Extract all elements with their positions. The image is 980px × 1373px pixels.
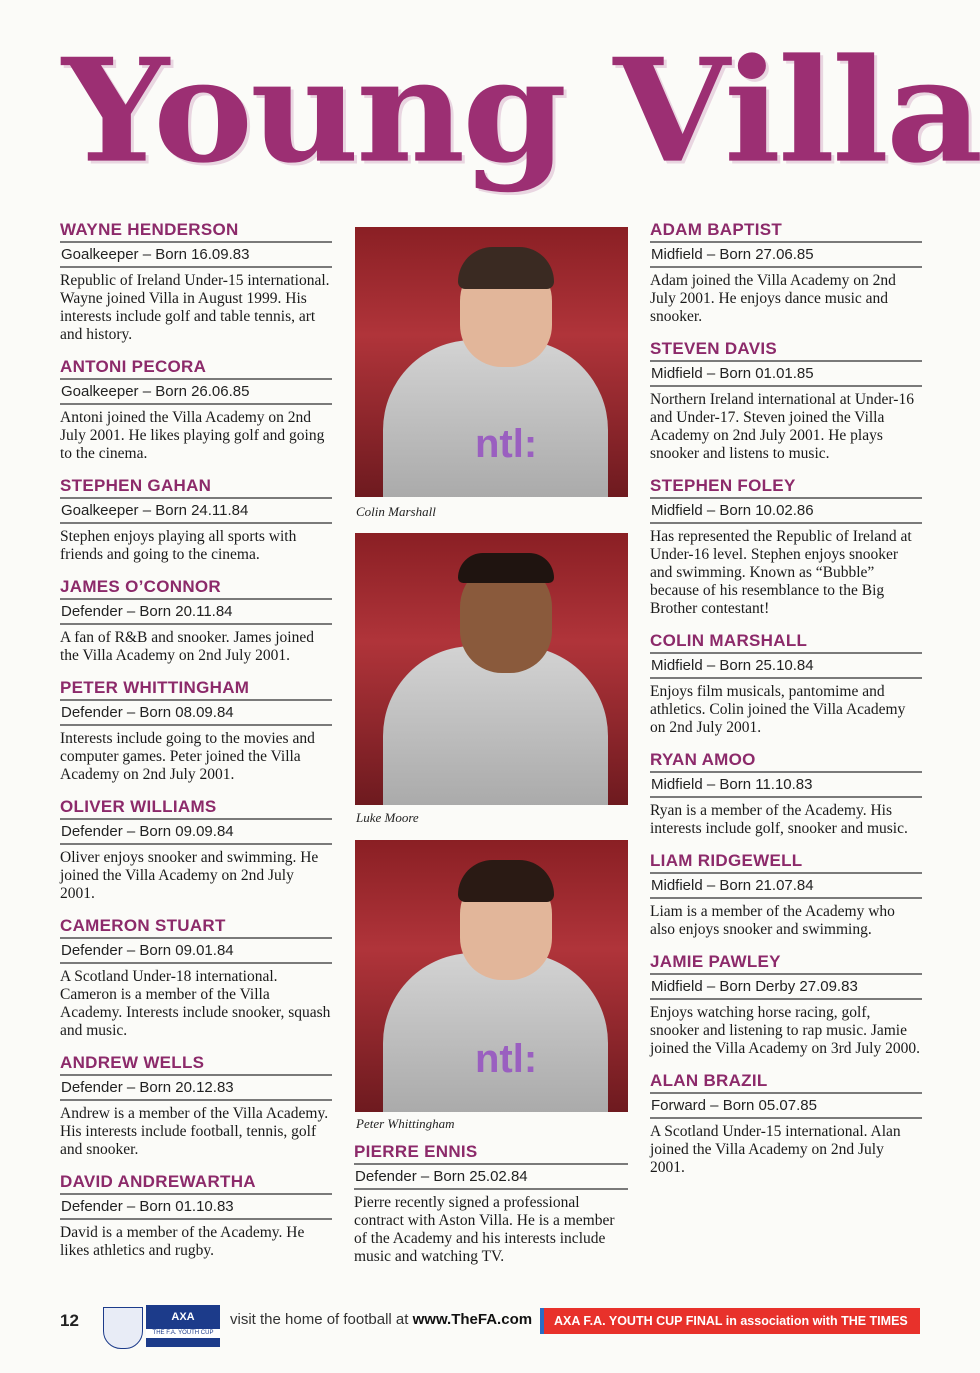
cup-final-banner: AXA F.A. YOUTH CUP FINAL in association with THE TIMES [540, 1308, 920, 1334]
player-name: STEPHEN GAHAN [60, 476, 332, 499]
player-entry [60, 1172, 332, 1260]
player-position: Midfield – Born 10.02.86 [650, 499, 922, 524]
player-entry [60, 357, 332, 463]
player-position: Defender – Born 01.10.83 [60, 1195, 332, 1220]
player-bio: A fan of R&B and snooker. James joined the Villa Academy on 2nd July 2001. [60, 629, 314, 664]
player-bio: Interests include going to the movies and computer games. Peter joined the Villa Academy on 2nd July 2001. [60, 730, 315, 783]
page-footer [0, 1305, 980, 1345]
player-entry [650, 851, 922, 939]
player-entry [60, 678, 332, 784]
player-bio: Pierre recently signed a professional contract with Aston Villa. He is a member of the Academy and his interests include music and watching TV. [354, 1194, 615, 1265]
left-column [60, 220, 332, 1273]
player-position: Goalkeeper – Born 16.09.83 [60, 243, 332, 268]
visit-text: visit the home of football at [230, 1311, 413, 1328]
player-position: Defender – Born 20.12.83 [60, 1076, 332, 1101]
axa-sponsor-logo [146, 1305, 220, 1347]
player-position: Midfield – Born 01.01.85 [650, 362, 922, 387]
player-bio: Stephen enjoys playing all sports with friends and going to the cinema. [60, 528, 297, 563]
photo-caption: Luke Moore [356, 810, 419, 825]
player-bio: Has represented the Republic of Ireland at Under-16 level. Stephen enjoys snooker and swimming. Known as “Bubble” because of his resemblance to the Big Brother contestant! [650, 528, 912, 617]
player-entry [60, 797, 332, 903]
player-position: Defender – Born 25.02.84 [354, 1165, 628, 1190]
player-bio: Ryan is a member of the Academy. His interests include golf, snooker and music. [650, 802, 908, 837]
player-bio: A Scotland Under-18 international. Cameron is a member of the Villa Academy. Interests include snooker, squash and music. [60, 968, 331, 1039]
player-bio: A Scotland Under-15 international. Alan joined the Villa Academy on 2nd July 2001. [650, 1123, 901, 1176]
player-name: RYAN AMOO [650, 750, 922, 773]
player-name: JAMIE PAWLEY [650, 952, 922, 975]
fa-crest-icon [103, 1307, 143, 1349]
player-entry [60, 476, 332, 564]
photo-caption: Colin Marshall [356, 504, 436, 519]
player-entry [650, 1071, 922, 1177]
player-photo [355, 840, 628, 1112]
player-name: STEVEN DAVIS [650, 339, 922, 362]
player-entry [650, 750, 922, 838]
player-position: Defender – Born 09.09.84 [60, 820, 332, 845]
player-photo [355, 533, 628, 805]
player-name: DAVID ANDREWARTHA [60, 1172, 332, 1195]
player-position: Midfield – Born 25.10.84 [650, 654, 922, 679]
player-bio: Republic of Ireland Under-15 international. Wayne joined Villa in August 1999. His interests include golf and table tennis, art and history. [60, 272, 330, 343]
sponsor-logo-mark: ntl: [475, 1037, 538, 1081]
player-entry [60, 916, 332, 1040]
player-name: ANDREW WELLS [60, 1053, 332, 1076]
photo-caption: Peter Whittingham [356, 1116, 455, 1131]
player-entry [650, 631, 922, 737]
player-position: Midfield – Born 21.07.84 [650, 874, 922, 899]
player-entry [60, 577, 332, 665]
website-link[interactable]: www.TheFA.com [412, 1311, 533, 1328]
player-entry [650, 339, 922, 463]
player-position: Midfield – Born 11.10.83 [650, 773, 922, 798]
player-name: ALAN BRAZIL [650, 1071, 922, 1094]
player-bio: Enjoys watching horse racing, golf, snooker and listening to rap music. Jamie joined the Villa Academy on 3rd July 2000. [650, 1004, 920, 1057]
player-name: JAMES O’CONNOR [60, 577, 332, 600]
player-bio: Antoni joined the Villa Academy on 2nd July 2001. He likes playing golf and going to the cinema. [60, 409, 325, 462]
player-bio: Oliver enjoys snooker and swimming. He joined the Villa Academy on 2nd July 2001. [60, 849, 319, 902]
player-name: STEPHEN FOLEY [650, 476, 922, 499]
player-position: Goalkeeper – Born 26.06.85 [60, 380, 332, 405]
player-bio: Andrew is a member of the Villa Academy. His interests include football, tennis, golf and snooker. [60, 1105, 329, 1158]
visit-line [230, 1311, 532, 1328]
player-name: ANTONI PECORA [60, 357, 332, 380]
sponsor-logo-mark: ntl: [475, 422, 538, 466]
player-name: ADAM BAPTIST [650, 220, 922, 243]
player-entry [354, 1142, 628, 1266]
player-position: Defender – Born 09.01.84 [60, 939, 332, 964]
youth-cup-label: THE F.A. YOUTH CUP [146, 1329, 220, 1338]
player-bio: Enjoys film musicals, pantomime and athletics. Colin joined the Villa Academy on 2nd July 2001. [650, 683, 906, 736]
player-position: Forward – Born 05.07.85 [650, 1094, 922, 1119]
player-hair-shape [458, 860, 554, 902]
player-position: Defender – Born 08.09.84 [60, 701, 332, 726]
player-entry [650, 476, 922, 618]
middle-column-entry [354, 1142, 628, 1279]
player-bio: Northern Ireland international at Under-16 and Under-17. Steven joined the Villa Academy on 2nd July 2001. He plays snooker and listens to music. [650, 391, 914, 462]
player-name: PIERRE ENNIS [354, 1142, 628, 1165]
player-position: Midfield – Born 27.06.85 [650, 243, 922, 268]
player-position: Goalkeeper – Born 24.11.84 [60, 499, 332, 524]
player-entry [60, 220, 332, 344]
player-hair-shape [458, 247, 554, 289]
axa-logo-text: AXA [171, 1311, 195, 1323]
page-number: 12 [60, 1311, 79, 1330]
player-entry [650, 952, 922, 1058]
player-photo [355, 227, 628, 497]
player-name: PETER WHITTINGHAM [60, 678, 332, 701]
player-name: CAMERON STUART [60, 916, 332, 939]
right-column [650, 220, 922, 1190]
player-name: OLIVER WILLIAMS [60, 797, 332, 820]
player-name: COLIN MARSHALL [650, 631, 922, 654]
page-title: Young Villa [62, 27, 980, 195]
player-bio: David is a member of the Academy. He likes athletics and rugby. [60, 1224, 305, 1259]
player-position: Defender – Born 20.11.84 [60, 600, 332, 625]
player-name: LIAM RIDGEWELL [650, 851, 922, 874]
player-bio: Liam is a member of the Academy who also enjoys snooker and swimming. [650, 903, 895, 938]
player-entry [650, 220, 922, 326]
player-hair-shape [458, 553, 554, 583]
player-position: Midfield – Born Derby 27.09.83 [650, 975, 922, 1000]
player-name: WAYNE HENDERSON [60, 220, 332, 243]
player-bio: Adam joined the Villa Academy on 2nd July 2001. He enjoys dance music and snooker. [650, 272, 896, 325]
player-entry [60, 1053, 332, 1159]
